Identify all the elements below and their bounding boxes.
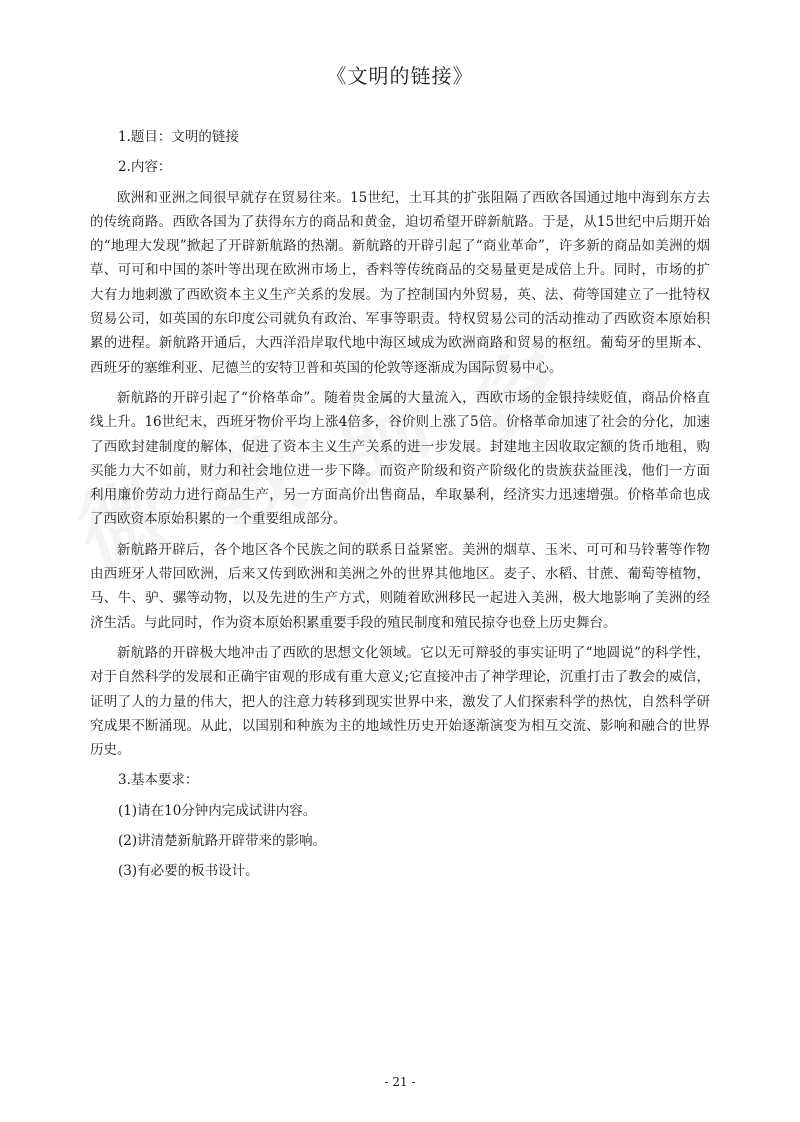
requirements-heading: 3.基本要求： [118,772,199,789]
content-heading: 2.内容： [118,159,172,176]
document-body [90,125,710,890]
paragraph: 新航路的开辟引起了“价格革命”。随着贵金属的大量流入，西欧市场的金银持续贬值，商品价格直线上升。16世纪末，西班牙物价平均上涨4倍多，谷价则上涨了5倍。价格革命加速了社会的分化，加速了西欧封建制度的解体，促进了资本主义生产关系的进一步发展。封建地主因收取定额的货币地租，购买能力大不如前，财力和社会地位进一步下降。而资产阶级和资产阶级化的贵族获益匪浅，他们一方面利用廉价劳动力进行商品生产，另一方面高价出售商品，牟取暴利，经济实力迅速增强。价格革命也成了西欧资本原始积累的一个重要组成部分。 [90,389,710,528]
topic-line: 1.题目：文明的链接 [118,129,239,145]
paragraph: 欧洲和亚洲之间很早就存在贸易往来。15世纪，土耳其的扩张阻隔了西欧各国通过地中海到东方去的传统商路。西欧各国为了获得东方的商品和黄金，迫切希望开辟新航路。于是，从15世纪中后期开始的“地理大发现”掀起了开辟新航路的热潮。新航路的开辟引起了“商业革命”，许多新的商品如美洲的烟草、可可和中国的茶叶等出现在欧洲市场上，香料等传统商品的交易量更是成倍上升。同时，市场的扩大有力地刺激了西欧资本主义生产关系的发展。为了控制国内外贸易，英、法、荷等国建立了一批特权贸易公司，如英国的东印度公司就负有政治、军事等职责。特权贸易公司的活动推动了西欧资本原始积累的进程。新航路开通后，大西洋沿岸取代地中海区域成为欧洲商路和贸易的枢纽。葡萄牙的里斯本、西班牙的塞维利亚、尼德兰的安特卫普和英国的伦敦等逐渐成为国际贸易中心。 [90,189,710,376]
page-number: - 21 - [384,1075,416,1089]
document-title: 《文明的链接》 [326,64,474,88]
requirements-list [90,799,710,884]
requirement-item: (1)请在10分钟内完成试讲内容。 [118,802,317,819]
paragraph: 新航路开辟后，各个地区各个民族之间的联系日益紧密。美洲的烟草、玉米、可可和马铃薯等作物由西班牙人带回欧洲，后来又传到欧洲和美洲之外的世界其他地区。麦子、水稻、甘蔗、葡萄等植物，马、牛、驴、骡等动物，以及先进的生产方式，则随着欧洲移民一起进入美洲，极大地影响了美洲的经济生活。与此同时，作为资本原始积累重要手段的殖民制度和殖民掠夺也登上历史舞台。 [90,541,710,631]
paragraph: 新航路的开辟极大地冲击了西欧的思想文化领域。它以无可辩驳的事实证明了“地圆说”的科学性，对于自然科学的发展和正确宇宙观的形成有重大意义;它直接冲击了神学理论，沉重打击了教会的威信，证明了人的力量的伟大，把人的注意力转移到现实世界中来，激发了人们探索科学的热忱，自然科学研究成果不断涌现。从此，以国别和种族为主的地域性历史开始逐渐演变为相互交流、影响和融合的世界历史。 [90,644,710,759]
requirement-item: (2)讲清楚新航路开辟带来的影响。 [118,833,327,850]
requirement-item: (3)有必要的板书设计。 [118,863,259,880]
